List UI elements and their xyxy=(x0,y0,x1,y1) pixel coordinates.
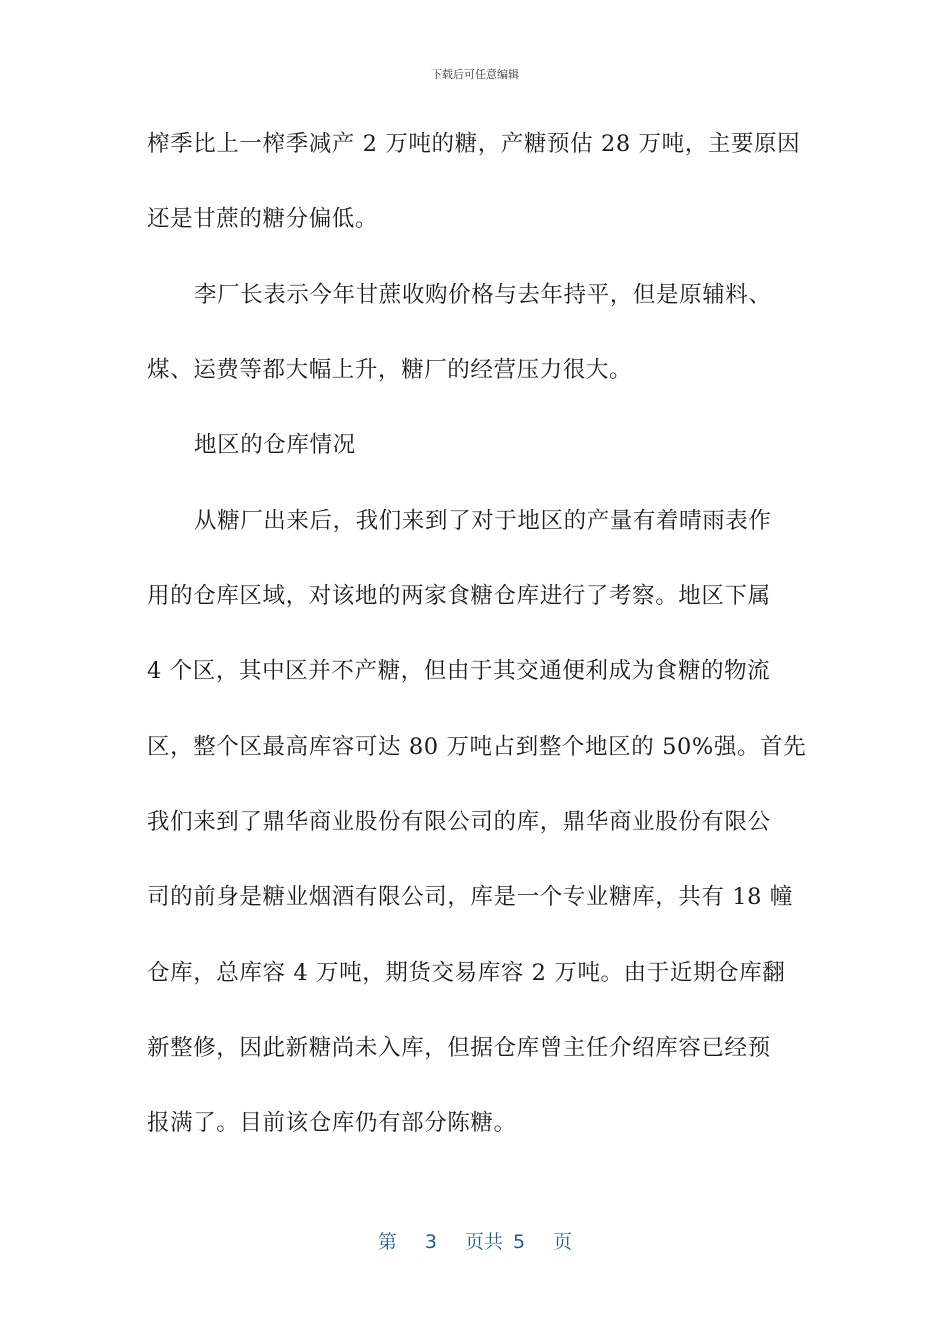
text-line: 榨季比上一榨季减产 2 万吨的糖，产糖预估 28 万吨，主要原因 xyxy=(147,131,801,157)
text-line: 我们来到了鼎华商业股份有限公司的库，鼎华商业股份有限公 xyxy=(147,809,771,835)
page-header: 下载后可任意编辑 xyxy=(431,68,519,81)
text-line: 李厂长表示今年甘蔗收购价格与去年持平，但是原辅料、 xyxy=(194,282,772,308)
current-page-number: 3 xyxy=(424,1231,437,1253)
text-line: 新整修，因此新糖尚未入库，但据仓库曾主任介绍库容已经预 xyxy=(147,1035,771,1061)
text-line: 区，整个区最高库容可达 80 万吨占到整个地区的 50%强。首先 xyxy=(147,734,807,760)
section-heading: 地区的仓库情况 xyxy=(194,432,356,458)
text-line: 仓库，总库容 4 万吨，期货交易库容 2 万吨。由于近期仓库翻 xyxy=(147,960,786,986)
text-line: 还是甘蔗的糖分偏低。 xyxy=(147,206,379,232)
page-label-suffix: 页 xyxy=(553,1231,573,1253)
text-line: 报满了。目前该仓库仍有部分陈糖。 xyxy=(147,1110,517,1136)
page-footer xyxy=(0,1227,950,1254)
total-page-number: 5 xyxy=(513,1231,526,1253)
page-label-middle: 页共 xyxy=(464,1231,503,1253)
text-line: 司的前身是糖业烟酒有限公司，库是一个专业糖库，共有 18 幢 xyxy=(147,884,793,910)
text-line: 从糖厂出来后，我们来到了对于地区的产量有着晴雨表作 xyxy=(194,508,772,534)
text-line: 煤、运费等都大幅上升，糖厂的经营压力很大。 xyxy=(147,357,633,383)
text-line: 用的仓库区域，对该地的两家食糖仓库进行了考察。地区下属 xyxy=(147,583,771,609)
page-label-prefix: 第 xyxy=(377,1231,397,1253)
text-line: 4 个区，其中区并不产糖，但由于其交通便利成为食糖的物流 xyxy=(147,658,771,684)
